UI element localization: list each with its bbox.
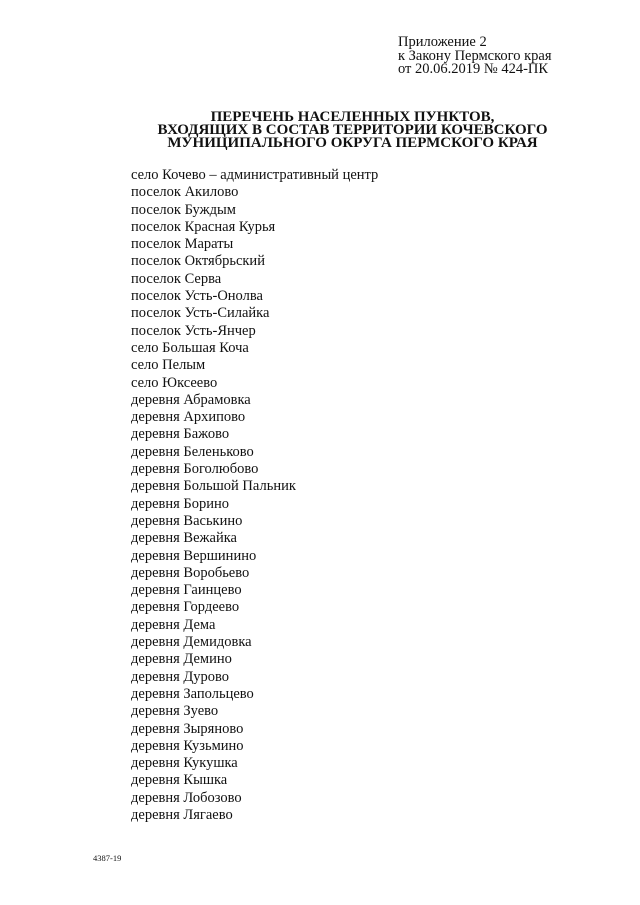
list-item: деревня Лобозово: [131, 789, 242, 806]
list-item: деревня Кышка: [131, 772, 228, 789]
list-item: поселок Октябрьский: [131, 253, 265, 270]
list-item: деревня Демидовка: [131, 634, 252, 651]
list-item: поселок Красная Курья: [131, 218, 276, 235]
list-item: деревня Запольцево: [131, 685, 254, 702]
list-item: деревня Боголюбово: [131, 461, 259, 478]
list-item: деревня Вежайка: [131, 530, 237, 547]
list-item: деревня Воробьево: [131, 564, 250, 581]
list-item: поселок Серва: [131, 270, 222, 287]
list-item: деревня Гаинцево: [131, 582, 242, 599]
list-item: деревня Зуево: [131, 703, 219, 720]
list-item: поселок Усть-Силайка: [131, 305, 270, 322]
list-item: деревня Зыряново: [131, 720, 244, 737]
list-item: деревня Беленьково: [131, 443, 254, 460]
list-item: деревня Бажово: [131, 426, 230, 443]
list-item: деревня Демино: [131, 651, 232, 668]
title-line: ПЕРЕЧЕНЬ НАСЕЛЕННЫХ ПУНКТОВ,: [210, 109, 495, 125]
list-item: деревня Вершинино: [131, 547, 257, 564]
list-item: деревня Борино: [131, 495, 229, 512]
settlement-list: [131, 167, 378, 824]
list-item: деревня Абрамовка: [131, 391, 251, 408]
document-number: 4387-19: [93, 853, 122, 863]
list-item: поселок Усть-Онолва: [131, 288, 263, 305]
list-item: деревня Васькино: [131, 512, 243, 529]
list-item: деревня Большой Пальник: [131, 478, 296, 495]
title-line: ВХОДЯЩИХ В СОСТАВ ТЕРРИТОРИИ КОЧЕВСКОГО: [157, 122, 548, 138]
document-title: [100, 111, 605, 150]
list-item: деревня Кукушка: [131, 755, 238, 772]
list-item: деревня Дема: [131, 616, 216, 633]
list-item: деревня Гордеево: [131, 599, 240, 616]
list-item: село Большая Коча: [131, 339, 249, 356]
annex-line: от 20.06.2019 № 424-ПК: [398, 61, 549, 77]
list-item: деревня Лягаево: [131, 806, 233, 823]
list-item: село Кочево – административный центр: [131, 167, 379, 183]
list-item: поселок Усть-Янчер: [131, 322, 256, 339]
list-item: поселок Акилово: [131, 184, 239, 201]
list-item: деревня Кузьмино: [131, 737, 244, 754]
annex-line: к Закону Пермского края: [398, 47, 552, 64]
list-item: деревня Дурово: [131, 668, 230, 685]
list-item: село Юксеево: [131, 374, 218, 391]
title-line: МУНИЦИПАЛЬНОГО ОКРУГА ПЕРМСКОГО КРАЯ: [167, 135, 538, 151]
list-item: деревня Архипово: [131, 409, 246, 426]
annex-line: Приложение 2: [398, 34, 487, 50]
list-item: поселок Мараты: [131, 236, 234, 253]
annex-header: [398, 36, 628, 77]
list-item: село Пелым: [131, 357, 206, 374]
list-item: поселок Буждым: [131, 201, 236, 218]
